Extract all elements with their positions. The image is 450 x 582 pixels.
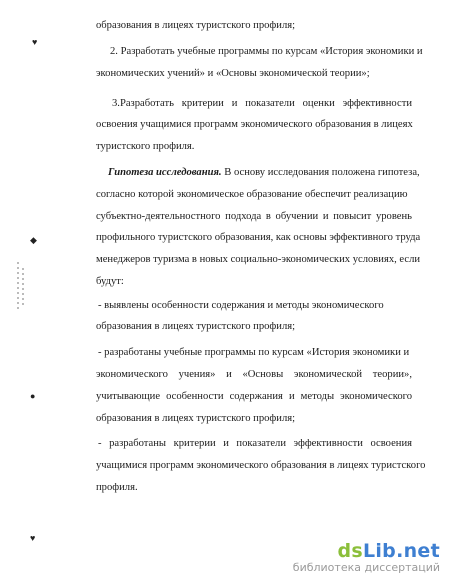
list-item-3-line-3: профиля. (96, 482, 138, 493)
scan-mark-lower: ● (30, 391, 36, 401)
scan-mark-bottom: ♥ (30, 533, 36, 543)
list-item-2-line-1: - разработаны учебные программы по курсам «История экономики и (98, 347, 410, 358)
list-item-2-line-2: экономического учения» и «Основы экономической теории», (96, 369, 412, 380)
text-line-1: образования в лицеях туристского профиля; (96, 20, 296, 31)
scan-mark-middle: ◆ (30, 235, 37, 245)
text-line-3: экономических учений» и «Основы экономической теории»; (96, 68, 370, 79)
text-line-11: менеджеров туризма в новых социально-экономических условиях, если (96, 254, 421, 265)
text-line-4: 3.Разработать критерии и показатели оценки эффективности (112, 98, 412, 109)
text-line-8: согласно которой экономическое образование обеспечит реализацию (96, 189, 408, 200)
hypothesis-paragraph-start (108, 166, 420, 180)
list-item-3-line-1: - разработаны критерии и показатели эффективности освоения (98, 438, 412, 449)
logo-net: .net (396, 540, 440, 562)
scan-stripe-left-2 (22, 268, 24, 306)
list-item-2-line-4: образования в лицеях туристского профиля; (96, 413, 296, 424)
text-line-6: туристского профиля. (96, 141, 195, 152)
scan-mark-top: ♥ (32, 37, 38, 47)
logo-lib: Lib (362, 540, 397, 562)
dslib-watermark (293, 541, 440, 574)
hypothesis-text-start: В основу исследования положена гипотеза, (221, 167, 420, 178)
text-line-5: освоения учащимися программ экономического образования в лицеях (96, 119, 413, 130)
scan-stripe-left (17, 262, 19, 310)
list-item-1-line-2: образования в лицеях туристского профиля; (96, 321, 296, 332)
text-line-9: субъектно-деятельностного подхода в обучении и повысит уровень (96, 211, 412, 222)
list-item-1-line-1: - выявлены особенности содержания и методы экономического (98, 300, 384, 311)
dslib-logo (293, 541, 440, 561)
text-line-2: 2. Разработать учебные программы по курсам «История экономики и (110, 46, 423, 57)
text-line-12: будут: (96, 276, 124, 287)
logo-ds: ds (337, 540, 363, 562)
text-line-10: профильного туристского образования, как основы эффективного труда (96, 232, 421, 243)
watermark-subtitle: библиотека диссертаций (292, 561, 440, 574)
hypothesis-heading: Гипотеза исследования. (108, 167, 222, 178)
list-item-3-line-2: учащимися программ экономического образования в лицеях туристского (96, 460, 426, 471)
list-item-2-line-3: учитывающие особенности содержания и методы экономического (96, 391, 412, 402)
